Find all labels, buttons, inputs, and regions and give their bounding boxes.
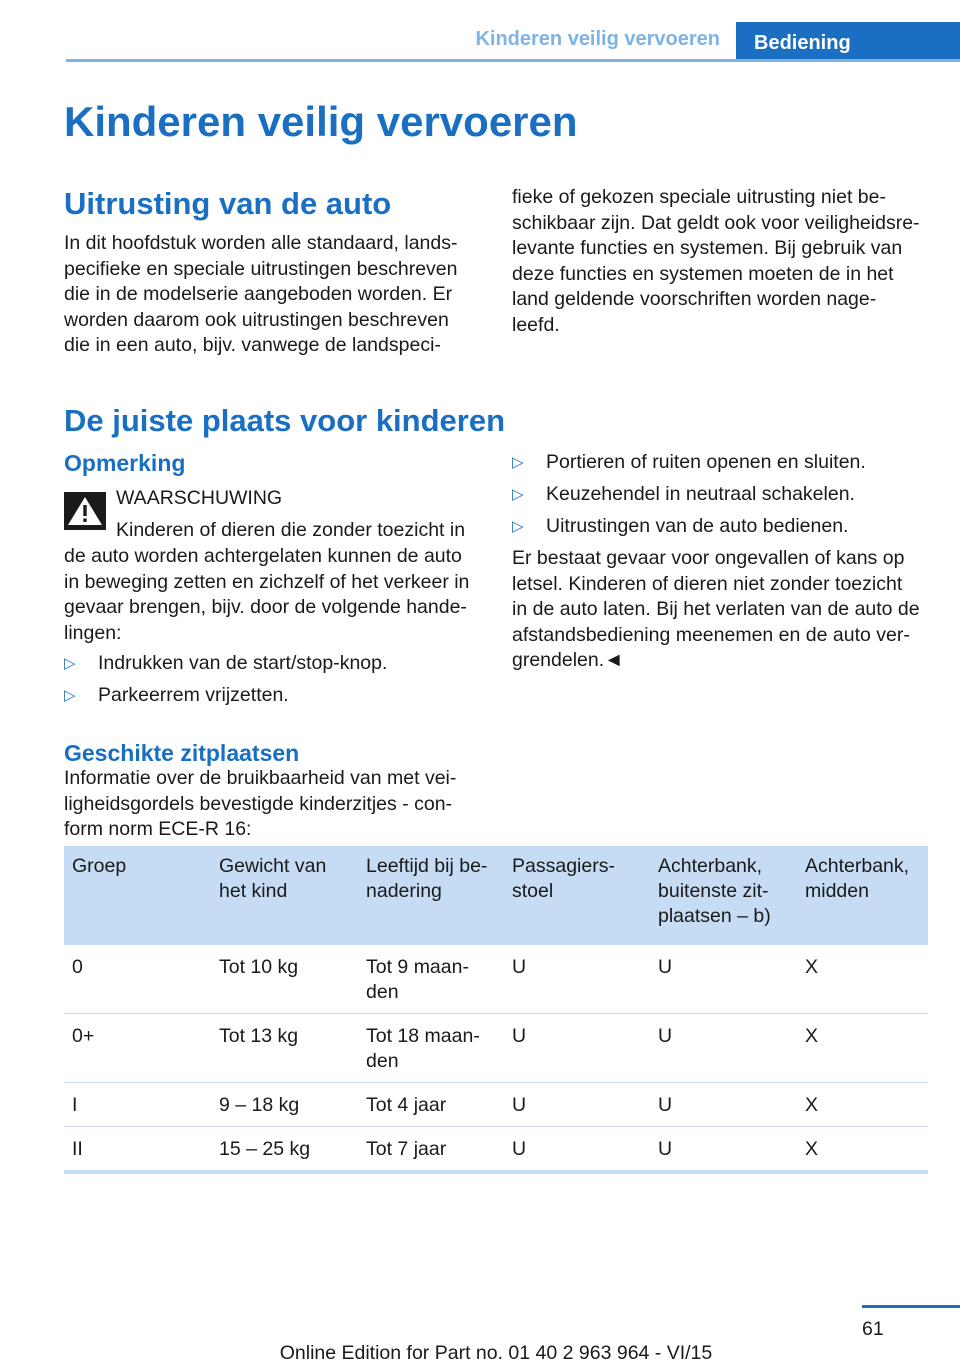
table-row [64,1127,928,1173]
list-item-text: Parkeerrem vrijzetten. [98,684,289,706]
subheading-note: Opmerking [64,450,186,476]
text-line: in de auto laten. Bij het verlaten van de auto de [512,598,920,620]
table-cell: U [650,1127,797,1173]
text-line: die in een auto, bijv. vanwege de landspeci- [64,334,441,356]
text-line: form norm ECE-R 16: [64,818,252,840]
table-cell: U [650,945,797,1014]
page-title: Kinderen veilig vervoeren [64,98,578,145]
table-cell: U [650,1083,797,1127]
table-cell: X [797,1127,928,1173]
column-header-rear-middle: Achterbank, midden [797,846,928,945]
bullet-triangle-icon: ▷ [512,518,524,535]
text-line: land geldende voorschriften worden nage- [512,288,877,310]
subheading-suitable-seats: Geschikte zitplaatsen [64,740,300,766]
footer-edition: Online Edition for Part no. 01 40 2 963 964 - VI/15 [279,1342,713,1364]
danger-text [512,546,942,674]
table-cell: 15 – 25 kg [211,1127,358,1173]
bullet-triangle-icon: ▷ [64,655,76,672]
text-line: in beweging zetten en zichzelf of het verkeer in [64,570,470,593]
warning-label: WAARSCHUWING [116,487,283,509]
table-cell: Tot 18 maan- den [358,1014,504,1083]
equipment-text-right [512,185,942,338]
column-header-age: Leeftijd bij be- nadering [358,846,504,945]
table-cell: U [650,1014,797,1083]
text-line: afstandsbediening meenemen en de auto ver- [512,623,910,646]
text-line: gevaar brengen, bijv. door de volgende hande- [64,596,467,618]
table-cell: U [504,1127,650,1173]
table-row [64,1014,928,1083]
table-cell: X [797,1083,928,1127]
table-cell: I [64,1083,211,1127]
text-line: Informatie over de bruikbaarheid van met vei- [64,767,457,789]
column-header-group: Groep [64,846,211,945]
table-cell: Tot 4 jaar [358,1083,504,1127]
text-line: worden daarom ook uitrustingen beschreven [64,308,449,331]
text-line: levante functies en systemen. Bij gebruik van [512,237,903,259]
table-cell: X [797,1014,928,1083]
suitable-seats-text [64,766,494,843]
text-line: lingen: [64,621,122,644]
warning-text [64,544,494,646]
table-row [64,945,928,1014]
table-cell: X [797,945,928,1014]
column-header-weight: Gewicht van het kind [211,846,358,945]
text-line: letsel. Kinderen of dieren niet zonder toezicht [512,572,903,595]
section-heading-child-place: De juiste plaats voor kinderen [64,403,506,438]
child-seat-table [64,846,928,1174]
text-line: die in de modelserie aangeboden worden. Er [64,283,453,305]
table-cell: Tot 7 jaar [358,1127,504,1173]
column-header-rear-outer: Achterbank, buitenste zit- plaatsen – b) [650,846,797,945]
table-cell: 9 – 18 kg [211,1083,358,1127]
table-cell: 0 [64,945,211,1014]
warning-triangle-icon [64,492,106,530]
list-item-text: Indrukken van de start/stop-knop. [98,652,388,674]
list-item [64,683,289,708]
list-item-text: Portieren of ruiten openen en sluiten. [546,451,866,473]
text-line: In dit hoofdstuk worden alle standaard, lands- [64,232,458,254]
table-cell: Tot 9 maan- den [358,945,504,1014]
list-item-text: Keuzehendel in neutraal schakelen. [546,483,855,505]
table-cell: U [504,1014,650,1083]
section-heading-equipment: Uitrusting van de auto [64,186,392,221]
text-line: schikbaar zijn. Dat geldt ook voor veiligheidsre- [512,211,920,234]
text-line: fieke of gekozen speciale uitrusting niet be- [512,186,886,208]
table-cell: Tot 10 kg [211,945,358,1014]
table-header-row [64,846,928,945]
text-line: deze functies en systemen moeten de in het [512,262,894,285]
text-line: de auto worden achtergelaten kunnen de auto [64,545,462,567]
text-line: Er bestaat gevaar voor ongevallen of kans op [512,547,905,569]
table-cell: II [64,1127,211,1173]
column-header-passenger-seat: Passagiers- stoel [504,846,650,945]
list-item-text: Uitrustingen van de auto bedienen. [546,515,849,537]
list-item [512,482,855,507]
text-line: pecifieke en speciale uitrustingen beschreven [64,257,458,280]
table-cell: U [504,1083,650,1127]
bullet-triangle-icon: ▷ [512,454,524,471]
header-section-title: Kinderen veilig vervoeren [475,28,720,50]
bullet-triangle-icon: ▷ [64,687,76,704]
table-row [64,1083,928,1127]
text-line: ligheidsgordels bevestigde kinderzitjes - con- [64,792,453,815]
header-chapter-tab: Bediening [736,22,960,62]
table-cell: Tot 13 kg [211,1014,358,1083]
text-line: grendelen.◄ [512,649,624,671]
list-item [512,514,848,539]
page-number-rule [862,1305,960,1308]
list-item [512,450,866,475]
list-item [64,651,387,676]
text-line: leefd. [512,313,560,336]
page-number: 61 [862,1318,884,1340]
table-cell: U [504,945,650,1014]
header-rule [66,59,960,62]
table-cell: 0+ [64,1014,211,1083]
warning-text-line: Kinderen of dieren die zonder toezicht in [116,519,466,541]
bullet-triangle-icon: ▷ [512,486,524,503]
page-header [0,0,960,62]
equipment-text-left [64,231,484,359]
